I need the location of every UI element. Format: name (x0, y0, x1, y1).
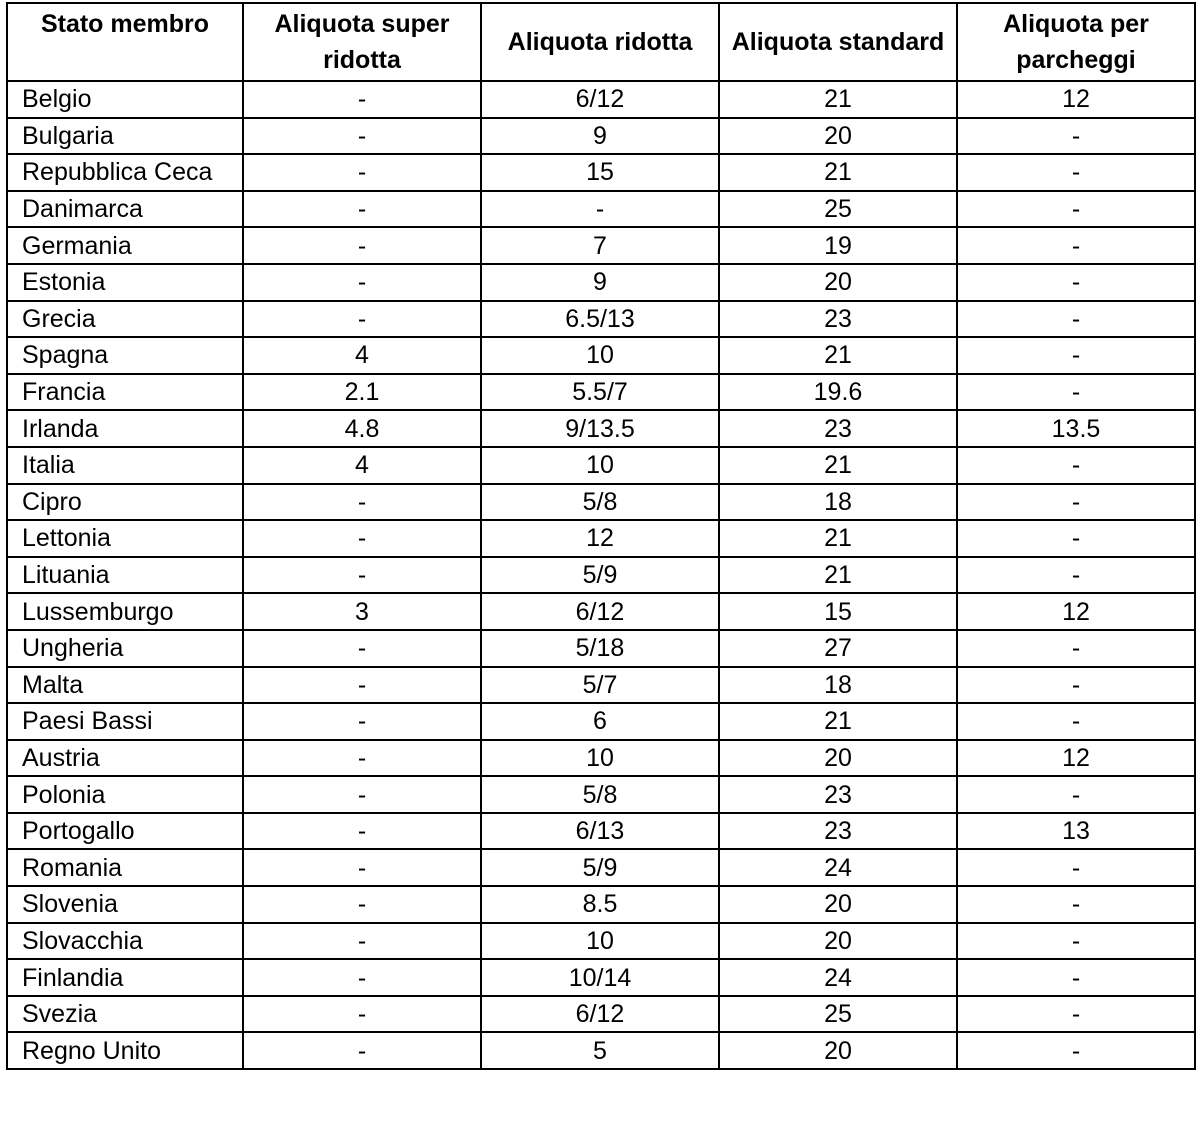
member-state-cell: Grecia (7, 301, 243, 338)
parking-rate-cell: - (957, 447, 1195, 484)
parking-rate-cell: - (957, 118, 1195, 155)
header-member-state: Stato membro (7, 3, 243, 81)
standard-rate-cell: 23 (719, 813, 957, 850)
member-state-cell: Italia (7, 447, 243, 484)
super-reduced-rate-cell: - (243, 118, 481, 155)
reduced-rate-cell: 8.5 (481, 886, 719, 923)
table-row (7, 959, 1195, 996)
vat-rates-table (6, 2, 1196, 1070)
super-reduced-rate-cell: - (243, 923, 481, 960)
parking-rate-cell: - (957, 301, 1195, 338)
header-reduced-rate: Aliquota ridotta (481, 3, 719, 81)
standard-rate-cell: 21 (719, 703, 957, 740)
standard-rate-cell: 25 (719, 191, 957, 228)
member-state-cell: Cipro (7, 484, 243, 521)
parking-rate-cell: - (957, 154, 1195, 191)
member-state-cell: Slovacchia (7, 923, 243, 960)
reduced-rate-cell: 10 (481, 447, 719, 484)
standard-rate-cell: 20 (719, 118, 957, 155)
member-state-cell: Estonia (7, 264, 243, 301)
super-reduced-rate-cell: - (243, 301, 481, 338)
member-state-cell: Spagna (7, 337, 243, 374)
parking-rate-cell: - (957, 557, 1195, 594)
reduced-rate-cell: 7 (481, 227, 719, 264)
member-state-cell: Regno Unito (7, 1032, 243, 1069)
super-reduced-rate-cell: - (243, 81, 481, 118)
member-state-cell: Danimarca (7, 191, 243, 228)
parking-rate-cell: 12 (957, 593, 1195, 630)
super-reduced-rate-cell: - (243, 1032, 481, 1069)
table-row (7, 996, 1195, 1033)
super-reduced-rate-cell: - (243, 740, 481, 777)
super-reduced-rate-cell: - (243, 959, 481, 996)
table-row (7, 886, 1195, 923)
reduced-rate-cell: 6/12 (481, 593, 719, 630)
super-reduced-rate-cell: - (243, 484, 481, 521)
member-state-cell: Portogallo (7, 813, 243, 850)
parking-rate-cell: - (957, 996, 1195, 1033)
table-row (7, 484, 1195, 521)
table-row (7, 520, 1195, 557)
super-reduced-rate-cell: - (243, 813, 481, 850)
table-row (7, 81, 1195, 118)
super-reduced-rate-cell: - (243, 776, 481, 813)
table-row (7, 1032, 1195, 1069)
super-reduced-rate-cell: 4 (243, 337, 481, 374)
reduced-rate-cell: 10 (481, 740, 719, 777)
member-state-cell: Paesi Bassi (7, 703, 243, 740)
parking-rate-cell: 12 (957, 740, 1195, 777)
standard-rate-cell: 24 (719, 959, 957, 996)
reduced-rate-cell: 5/8 (481, 776, 719, 813)
super-reduced-rate-cell: 3 (243, 593, 481, 630)
parking-rate-cell: 13.5 (957, 410, 1195, 447)
standard-rate-cell: 23 (719, 301, 957, 338)
parking-rate-cell: - (957, 959, 1195, 996)
member-state-cell: Belgio (7, 81, 243, 118)
member-state-cell: Malta (7, 667, 243, 704)
reduced-rate-cell: 5.5/7 (481, 374, 719, 411)
standard-rate-cell: 23 (719, 410, 957, 447)
table-row (7, 337, 1195, 374)
parking-rate-cell: - (957, 667, 1195, 704)
reduced-rate-cell: 6 (481, 703, 719, 740)
standard-rate-cell: 21 (719, 337, 957, 374)
super-reduced-rate-cell: - (243, 886, 481, 923)
member-state-cell: Francia (7, 374, 243, 411)
header-super-reduced-rate: Aliquota super ridotta (243, 3, 481, 81)
reduced-rate-cell: 6/12 (481, 81, 719, 118)
standard-rate-cell: 20 (719, 1032, 957, 1069)
parking-rate-cell: - (957, 630, 1195, 667)
parking-rate-cell: - (957, 703, 1195, 740)
header-standard-rate: Aliquota standard (719, 3, 957, 81)
table-row (7, 923, 1195, 960)
standard-rate-cell: 24 (719, 849, 957, 886)
table-row (7, 264, 1195, 301)
table-row (7, 849, 1195, 886)
reduced-rate-cell: 9 (481, 264, 719, 301)
header-parking-rate: Aliquota per parcheggi (957, 3, 1195, 81)
reduced-rate-cell: 5/9 (481, 557, 719, 594)
standard-rate-cell: 20 (719, 740, 957, 777)
table-body (7, 81, 1195, 1069)
standard-rate-cell: 20 (719, 886, 957, 923)
parking-rate-cell: - (957, 227, 1195, 264)
super-reduced-rate-cell: 2.1 (243, 374, 481, 411)
member-state-cell: Ungheria (7, 630, 243, 667)
table-row (7, 813, 1195, 850)
reduced-rate-cell: 5/8 (481, 484, 719, 521)
reduced-rate-cell: 10 (481, 337, 719, 374)
parking-rate-cell: - (957, 264, 1195, 301)
member-state-cell: Svezia (7, 996, 243, 1033)
super-reduced-rate-cell: 4 (243, 447, 481, 484)
super-reduced-rate-cell: - (243, 191, 481, 228)
standard-rate-cell: 21 (719, 557, 957, 594)
member-state-cell: Austria (7, 740, 243, 777)
parking-rate-cell: 12 (957, 81, 1195, 118)
standard-rate-cell: 25 (719, 996, 957, 1033)
reduced-rate-cell: 5/7 (481, 667, 719, 704)
table-row (7, 667, 1195, 704)
reduced-rate-cell: 9/13.5 (481, 410, 719, 447)
member-state-cell: Romania (7, 849, 243, 886)
reduced-rate-cell: 12 (481, 520, 719, 557)
standard-rate-cell: 15 (719, 593, 957, 630)
reduced-rate-cell: 10/14 (481, 959, 719, 996)
table-row (7, 374, 1195, 411)
super-reduced-rate-cell: - (243, 996, 481, 1033)
standard-rate-cell: 18 (719, 667, 957, 704)
super-reduced-rate-cell: - (243, 667, 481, 704)
member-state-cell: Bulgaria (7, 118, 243, 155)
table-row (7, 557, 1195, 594)
standard-rate-cell: 20 (719, 264, 957, 301)
reduced-rate-cell: 6/12 (481, 996, 719, 1033)
member-state-cell: Irlanda (7, 410, 243, 447)
standard-rate-cell: 27 (719, 630, 957, 667)
reduced-rate-cell: 5/9 (481, 849, 719, 886)
table-row (7, 593, 1195, 630)
member-state-cell: Slovenia (7, 886, 243, 923)
standard-rate-cell: 18 (719, 484, 957, 521)
standard-rate-cell: 21 (719, 520, 957, 557)
reduced-rate-cell: 15 (481, 154, 719, 191)
table-row (7, 703, 1195, 740)
parking-rate-cell: - (957, 1032, 1195, 1069)
member-state-cell: Repubblica Ceca (7, 154, 243, 191)
standard-rate-cell: 20 (719, 923, 957, 960)
table-row (7, 410, 1195, 447)
reduced-rate-cell: - (481, 191, 719, 228)
parking-rate-cell: - (957, 484, 1195, 521)
parking-rate-cell: - (957, 849, 1195, 886)
reduced-rate-cell: 10 (481, 923, 719, 960)
parking-rate-cell: - (957, 886, 1195, 923)
member-state-cell: Polonia (7, 776, 243, 813)
member-state-cell: Finlandia (7, 959, 243, 996)
parking-rate-cell: - (957, 337, 1195, 374)
member-state-cell: Lussemburgo (7, 593, 243, 630)
member-state-cell: Germania (7, 227, 243, 264)
table-row (7, 191, 1195, 228)
standard-rate-cell: 21 (719, 154, 957, 191)
super-reduced-rate-cell: - (243, 703, 481, 740)
standard-rate-cell: 21 (719, 81, 957, 118)
parking-rate-cell: 13 (957, 813, 1195, 850)
parking-rate-cell: - (957, 923, 1195, 960)
member-state-cell: Lituania (7, 557, 243, 594)
table-row (7, 118, 1195, 155)
table-row (7, 154, 1195, 191)
reduced-rate-cell: 6/13 (481, 813, 719, 850)
table-row (7, 630, 1195, 667)
parking-rate-cell: - (957, 374, 1195, 411)
reduced-rate-cell: 5 (481, 1032, 719, 1069)
table-row (7, 740, 1195, 777)
table-row (7, 776, 1195, 813)
super-reduced-rate-cell: 4.8 (243, 410, 481, 447)
standard-rate-cell: 23 (719, 776, 957, 813)
super-reduced-rate-cell: - (243, 154, 481, 191)
parking-rate-cell: - (957, 776, 1195, 813)
super-reduced-rate-cell: - (243, 557, 481, 594)
reduced-rate-cell: 9 (481, 118, 719, 155)
super-reduced-rate-cell: - (243, 520, 481, 557)
standard-rate-cell: 21 (719, 447, 957, 484)
standard-rate-cell: 19.6 (719, 374, 957, 411)
table-row (7, 227, 1195, 264)
table-row (7, 447, 1195, 484)
table-header (7, 3, 1195, 81)
standard-rate-cell: 19 (719, 227, 957, 264)
reduced-rate-cell: 6.5/13 (481, 301, 719, 338)
parking-rate-cell: - (957, 191, 1195, 228)
super-reduced-rate-cell: - (243, 849, 481, 886)
super-reduced-rate-cell: - (243, 264, 481, 301)
header-row (7, 3, 1195, 81)
super-reduced-rate-cell: - (243, 630, 481, 667)
parking-rate-cell: - (957, 520, 1195, 557)
member-state-cell: Lettonia (7, 520, 243, 557)
reduced-rate-cell: 5/18 (481, 630, 719, 667)
table-row (7, 301, 1195, 338)
super-reduced-rate-cell: - (243, 227, 481, 264)
